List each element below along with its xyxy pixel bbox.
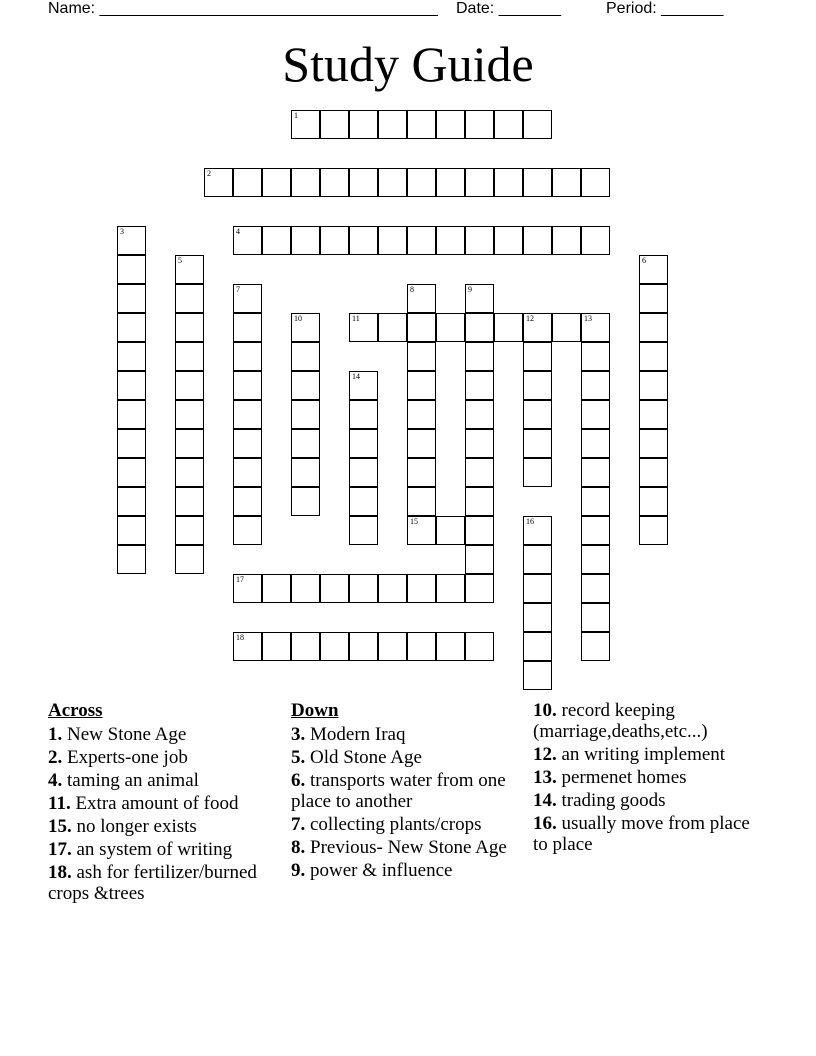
crossword-cell[interactable] <box>117 284 146 313</box>
crossword-cell[interactable] <box>233 284 262 313</box>
name-field-label: Name: ______________________________________ <box>48 0 438 17</box>
crossword-cell[interactable] <box>233 516 262 545</box>
crossword-cell[interactable] <box>175 284 204 313</box>
crossword-cell[interactable] <box>552 313 581 342</box>
clue-item <box>48 862 278 904</box>
cell-number: 4 <box>236 227 240 236</box>
crossword-cell[interactable] <box>465 110 494 139</box>
clue-item <box>48 839 278 860</box>
across-heading: Across <box>48 700 103 721</box>
crossword-cell[interactable] <box>320 226 349 255</box>
clue-number: 2. <box>48 747 63 768</box>
crossword-cell[interactable] <box>639 487 668 516</box>
clue-text: Old Stone Age <box>305 747 422 768</box>
crossword-cell[interactable] <box>494 110 523 139</box>
crossword-cell[interactable] <box>291 458 320 487</box>
crossword-cell[interactable] <box>117 458 146 487</box>
down-clue-list-continued <box>533 700 763 855</box>
crossword-cell[interactable] <box>349 371 378 400</box>
crossword-cell[interactable] <box>523 313 552 342</box>
clue-item <box>291 747 527 768</box>
crossword-cell[interactable] <box>407 400 436 429</box>
crossword-cell[interactable] <box>465 168 494 197</box>
across-clues <box>48 700 278 906</box>
clue-number: 17. <box>48 839 72 860</box>
crossword-cell[interactable] <box>320 574 349 603</box>
clue-text: transports water from one place to another <box>291 770 506 812</box>
crossword-cell[interactable] <box>581 516 610 545</box>
clue-number: 9. <box>291 860 306 881</box>
cell-number: 8 <box>410 285 414 294</box>
clue-item <box>291 770 527 812</box>
clue-text: trading goods <box>556 790 666 811</box>
crossword-cell[interactable] <box>523 342 552 371</box>
crossword-cell[interactable] <box>320 632 349 661</box>
clue-text: Extra amount of food <box>70 793 239 814</box>
cell-number: 16 <box>526 517 534 526</box>
crossword-cell[interactable] <box>262 226 291 255</box>
crossword-cell[interactable] <box>639 371 668 400</box>
crossword-cell[interactable] <box>175 458 204 487</box>
crossword-cell[interactable] <box>494 226 523 255</box>
clue-text: ash for fertilizer/burned crops &trees <box>48 862 257 904</box>
crossword-cell[interactable] <box>639 255 668 284</box>
crossword-cell[interactable] <box>175 255 204 284</box>
crossword-cell[interactable] <box>117 487 146 516</box>
down-clues <box>291 700 527 883</box>
crossword-cell[interactable] <box>465 516 494 545</box>
cell-number: 18 <box>236 633 244 642</box>
crossword-cell[interactable] <box>233 429 262 458</box>
crossword-cell[interactable] <box>639 313 668 342</box>
crossword-cell[interactable] <box>407 458 436 487</box>
cell-number: 13 <box>584 314 592 323</box>
clue-number: 6. <box>291 770 306 791</box>
cell-number: 9 <box>468 285 472 294</box>
down-heading: Down <box>291 700 339 721</box>
crossword-cell[interactable] <box>581 313 610 342</box>
cell-number: 7 <box>236 285 240 294</box>
clue-text: Modern Iraq <box>305 724 406 745</box>
clue-number: 18. <box>48 862 72 883</box>
cell-number: 6 <box>642 256 646 265</box>
crossword-cell[interactable] <box>465 284 494 313</box>
crossword-cell[interactable] <box>465 632 494 661</box>
crossword-cell[interactable] <box>494 313 523 342</box>
crossword-cell[interactable] <box>175 400 204 429</box>
crossword-cell[interactable] <box>407 487 436 516</box>
cell-number: 1 <box>294 111 298 120</box>
crossword-cell[interactable] <box>320 168 349 197</box>
down-clues-continued <box>533 700 763 857</box>
crossword-cell[interactable] <box>320 110 349 139</box>
clue-item <box>291 860 527 881</box>
crossword-cell[interactable] <box>291 574 320 603</box>
crossword-cell[interactable] <box>117 342 146 371</box>
crossword-cell[interactable] <box>465 487 494 516</box>
crossword-cell[interactable] <box>175 371 204 400</box>
crossword-cell[interactable] <box>581 168 610 197</box>
crossword-cell[interactable] <box>465 313 494 342</box>
clue-item <box>48 793 278 814</box>
crossword-cell[interactable] <box>407 110 436 139</box>
crossword-cell[interactable] <box>523 110 552 139</box>
clue-text: New Stone Age <box>62 724 187 745</box>
clue-number: 13. <box>533 767 557 788</box>
crossword-cell[interactable] <box>349 400 378 429</box>
crossword-cell[interactable] <box>581 342 610 371</box>
crossword-cell[interactable] <box>407 632 436 661</box>
clue-number: 4. <box>48 770 63 791</box>
clue-number: 5. <box>291 747 306 768</box>
page-title: Study Guide <box>282 36 534 92</box>
clue-number: 14. <box>533 790 557 811</box>
crossword-cell[interactable] <box>175 313 204 342</box>
crossword-cell[interactable] <box>523 429 552 458</box>
down-clue-list <box>291 724 527 881</box>
crossword-cell[interactable] <box>639 458 668 487</box>
clue-text: Experts-one job <box>62 747 188 768</box>
crossword-cell[interactable] <box>262 632 291 661</box>
clue-item <box>533 744 763 765</box>
crossword-cell[interactable] <box>523 371 552 400</box>
crossword-cell[interactable] <box>407 342 436 371</box>
crossword-cell[interactable] <box>465 371 494 400</box>
crossword-cell[interactable] <box>407 574 436 603</box>
crossword-cell[interactable] <box>349 429 378 458</box>
crossword-cell[interactable] <box>262 574 291 603</box>
across-clue-list <box>48 724 278 904</box>
crossword-cell[interactable] <box>262 168 291 197</box>
crossword-cell[interactable] <box>175 516 204 545</box>
crossword-cell[interactable] <box>349 110 378 139</box>
crossword-cell[interactable] <box>465 545 494 574</box>
crossword-cell[interactable] <box>639 516 668 545</box>
clue-item <box>48 747 278 768</box>
crossword-cell[interactable] <box>349 226 378 255</box>
clue-item <box>291 724 527 745</box>
crossword-cell[interactable] <box>378 574 407 603</box>
clue-item <box>533 767 763 788</box>
crossword-cell[interactable] <box>291 342 320 371</box>
clue-text: collecting plants/crops <box>305 814 482 835</box>
crossword-cell[interactable] <box>291 168 320 197</box>
crossword-cell[interactable] <box>639 342 668 371</box>
clue-item <box>291 814 527 835</box>
date-field-label: Date: _______ <box>456 0 561 17</box>
crossword-cell[interactable] <box>175 487 204 516</box>
cell-number: 2 <box>207 169 211 178</box>
clue-item <box>48 724 278 745</box>
crossword-cell[interactable] <box>523 226 552 255</box>
crossword-cell[interactable] <box>436 110 465 139</box>
crossword-cell[interactable] <box>523 632 552 661</box>
crossword-cell[interactable] <box>465 400 494 429</box>
crossword-cell[interactable] <box>291 226 320 255</box>
crossword-cell[interactable] <box>581 226 610 255</box>
crossword-cell[interactable] <box>552 168 581 197</box>
crossword-cell[interactable] <box>291 487 320 516</box>
cell-number: 17 <box>236 575 244 584</box>
crossword-cell[interactable] <box>378 110 407 139</box>
crossword-cell[interactable] <box>233 313 262 342</box>
crossword-cell[interactable] <box>639 284 668 313</box>
clue-item <box>533 790 763 811</box>
crossword-cell[interactable] <box>233 400 262 429</box>
crossword-cell[interactable] <box>349 458 378 487</box>
crossword-cell[interactable] <box>175 545 204 574</box>
crossword-cell[interactable] <box>465 226 494 255</box>
crossword-cell[interactable] <box>233 632 262 661</box>
crossword-cell[interactable] <box>581 371 610 400</box>
clue-text: no longer exists <box>71 816 197 837</box>
crossword-cell[interactable] <box>378 313 407 342</box>
crossword-cell[interactable] <box>523 574 552 603</box>
cell-number: 11 <box>352 314 360 323</box>
crossword-cell[interactable] <box>117 226 146 255</box>
clue-number: 12. <box>533 744 557 765</box>
crossword-cell[interactable] <box>378 226 407 255</box>
clue-number: 11. <box>48 793 71 814</box>
crossword-cell[interactable] <box>233 226 262 255</box>
cell-number: 14 <box>352 372 360 381</box>
crossword-cell[interactable] <box>407 516 436 545</box>
crossword-cell[interactable] <box>494 168 523 197</box>
clue-number: 7. <box>291 814 306 835</box>
clue-number: 10. <box>533 700 557 721</box>
crossword-cell[interactable] <box>117 516 146 545</box>
period-field-label: Period: _______ <box>606 0 724 17</box>
crossword-cell[interactable] <box>233 371 262 400</box>
clue-text: an system of writing <box>71 839 233 860</box>
crossword-cell[interactable] <box>523 400 552 429</box>
clue-item <box>533 700 763 742</box>
crossword-cell[interactable] <box>523 545 552 574</box>
crossword-cell[interactable] <box>523 661 552 690</box>
crossword-cell[interactable] <box>233 168 262 197</box>
crossword-cell[interactable] <box>204 168 233 197</box>
crossword-cell[interactable] <box>581 400 610 429</box>
crossword-cell[interactable] <box>407 284 436 313</box>
crossword-cell[interactable] <box>581 429 610 458</box>
crossword-cell[interactable] <box>581 574 610 603</box>
crossword-cell[interactable] <box>581 458 610 487</box>
crossword-cell[interactable] <box>436 226 465 255</box>
crossword-cell[interactable] <box>581 545 610 574</box>
crossword-cell[interactable] <box>639 400 668 429</box>
crossword-cell[interactable] <box>349 632 378 661</box>
crossword-cell[interactable] <box>436 574 465 603</box>
clue-number: 1. <box>48 724 63 745</box>
crossword-cell[interactable] <box>117 545 146 574</box>
crossword-cell[interactable] <box>349 516 378 545</box>
crossword-cell[interactable] <box>233 574 262 603</box>
crossword-cell[interactable] <box>349 313 378 342</box>
crossword-cell[interactable] <box>378 632 407 661</box>
crossword-cell[interactable] <box>117 255 146 284</box>
crossword-cell[interactable] <box>523 516 552 545</box>
crossword-cell[interactable] <box>291 632 320 661</box>
cell-number: 5 <box>178 256 182 265</box>
crossword-cell[interactable] <box>436 516 465 545</box>
crossword-cell[interactable] <box>378 168 407 197</box>
clue-text: permenet homes <box>556 767 687 788</box>
crossword-cell[interactable] <box>639 429 668 458</box>
clue-item <box>48 816 278 837</box>
crossword-cell[interactable] <box>523 603 552 632</box>
clue-text: an writing implement <box>556 744 726 765</box>
cell-number: 3 <box>120 227 124 236</box>
crossword-cell[interactable] <box>349 168 378 197</box>
crossword-cell[interactable] <box>407 313 436 342</box>
crossword-cell[interactable] <box>233 342 262 371</box>
crossword-cell[interactable] <box>523 458 552 487</box>
clue-text: Previous- New Stone Age <box>305 837 507 858</box>
clue-item <box>48 770 278 791</box>
crossword-cell[interactable] <box>117 400 146 429</box>
crossword-cell[interactable] <box>117 429 146 458</box>
crossword-cell[interactable] <box>407 168 436 197</box>
cell-number: 15 <box>410 517 418 526</box>
crossword-cell[interactable] <box>581 487 610 516</box>
crossword-cell[interactable] <box>436 168 465 197</box>
clue-number: 3. <box>291 724 306 745</box>
clue-number: 15. <box>48 816 72 837</box>
crossword-cell[interactable] <box>407 429 436 458</box>
crossword-cell[interactable] <box>291 371 320 400</box>
crossword-cell[interactable] <box>291 110 320 139</box>
clue-text: power & influence <box>305 860 453 881</box>
crossword-cell[interactable] <box>233 458 262 487</box>
clue-item <box>533 813 763 855</box>
crossword-cell[interactable] <box>291 313 320 342</box>
clue-text: taming an animal <box>62 770 199 791</box>
clue-number: 16. <box>533 813 557 834</box>
crossword-cell[interactable] <box>523 168 552 197</box>
cell-number: 10 <box>294 314 302 323</box>
crossword-cell[interactable] <box>436 313 465 342</box>
crossword-cell[interactable] <box>175 342 204 371</box>
clue-number: 8. <box>291 837 306 858</box>
crossword-cell[interactable] <box>291 400 320 429</box>
crossword-cell[interactable] <box>581 603 610 632</box>
clue-text: record keeping (marriage,deaths,etc...) <box>533 700 708 742</box>
crossword-cell[interactable] <box>581 632 610 661</box>
clue-text: usually move from place to place <box>533 813 750 855</box>
crossword-cell[interactable] <box>465 458 494 487</box>
crossword-cell[interactable] <box>436 632 465 661</box>
crossword-cell[interactable] <box>117 371 146 400</box>
crossword-cell[interactable] <box>349 487 378 516</box>
crossword-cell[interactable] <box>117 313 146 342</box>
clue-item <box>291 837 527 858</box>
crossword-cell[interactable] <box>465 574 494 603</box>
crossword-cell[interactable] <box>291 429 320 458</box>
crossword-cell[interactable] <box>349 574 378 603</box>
crossword-cell[interactable] <box>465 342 494 371</box>
cell-number: 12 <box>526 314 534 323</box>
crossword-cell[interactable] <box>407 371 436 400</box>
crossword-cell[interactable] <box>552 226 581 255</box>
crossword-cell[interactable] <box>233 487 262 516</box>
crossword-cell[interactable] <box>175 429 204 458</box>
crossword-cell[interactable] <box>465 429 494 458</box>
crossword-cell[interactable] <box>407 226 436 255</box>
